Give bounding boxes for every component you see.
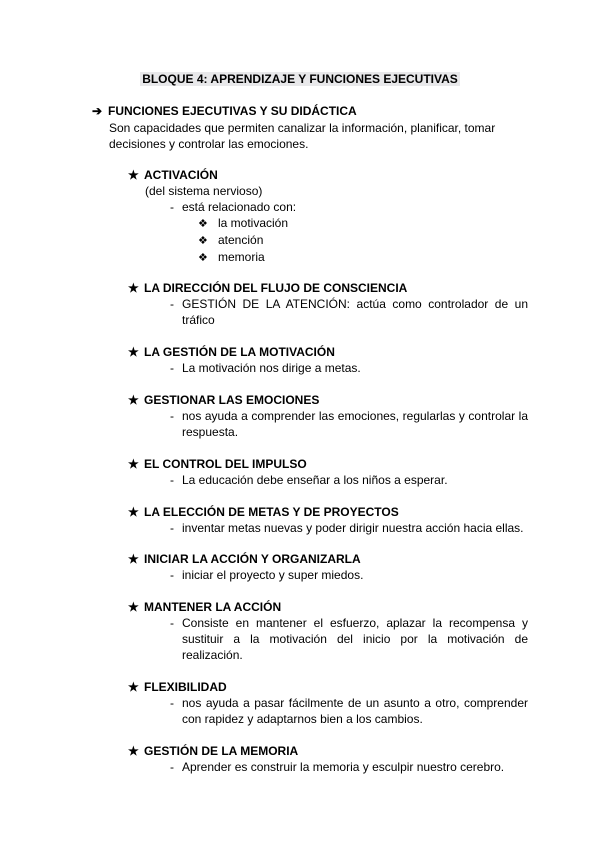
bullet-item: - nos ayuda a pasar fácilmente de un asunto a otro, comprender con rapidez y adaptarnos bien a los cambios. [128,695,528,727]
dash-icon: - [170,361,174,375]
page-title-text: BLOQUE 4: APRENDIZAJE Y FUNCIONES EJECUTIVAS [142,72,458,86]
section-iniciar-accion [128,551,528,583]
section-heading: ★ FLEXIBILIDAD [128,680,227,694]
section-gestion-motivacion [128,344,528,376]
dash-icon: - [170,473,174,487]
bullet-item: - nos ayuda a comprender las emociones, regularlas y controlar la respuesta. [128,408,528,440]
dash-icon: - [170,696,174,710]
section-heading: ★ LA GESTIÓN DE LA MOTIVACIÓN [128,345,335,359]
section-flexibilidad [128,679,528,727]
section-heading: ★ MANTENER LA ACCIÓN [128,600,282,614]
list-item: ❖ atención [198,233,264,247]
list-item: ❖ la motivación [198,216,289,230]
diamond-icon: ❖ [198,218,208,230]
sub-list [198,215,528,266]
main-heading-text: FUNCIONES EJECUTIVAS Y SU DIDÁCTICA [108,104,357,118]
bullet-item: - iniciar el proyecto y super miedos. [128,567,528,583]
dash-icon: - [170,297,174,311]
section-heading: ★ GESTIÓN DE LA MEMORIA [128,744,299,758]
star-icon: ★ [128,505,139,519]
star-icon: ★ [128,600,139,614]
star-icon: ★ [128,552,139,566]
section-mantener-accion [128,599,528,663]
star-icon: ★ [128,457,139,471]
dash-icon: - [170,760,174,774]
bullet-item: - La motivación nos dirige a metas. [128,360,528,376]
section-gestionar-emociones [128,392,528,440]
diamond-icon: ❖ [198,235,208,247]
list-item: ❖ memoria [198,250,265,264]
section-subtitle: (del sistema nervioso) [145,184,263,198]
section-heading: ★ GESTIONAR LAS EMOCIONES [128,393,320,407]
star-icon: ★ [128,281,139,295]
dash-icon: - [170,568,174,582]
page-title [0,71,600,87]
star-icon: ★ [128,680,139,694]
section-heading: ★ LA ELECCIÓN DE METAS Y DE PROYECTOS [128,505,399,519]
section-heading: ★ ACTIVACIÓN [128,168,218,182]
main-heading [92,103,357,119]
section-gestion-memoria [128,743,528,775]
dash-icon: - [170,200,174,214]
diamond-icon: ❖ [198,252,208,264]
section-heading: ★ LA DIRECCIÓN DEL FLUJO DE CONSCIENCIA [128,281,408,295]
section-direccion-flujo [128,280,528,328]
bullet-item: - inventar metas nuevas y poder dirigir nuestra acción hacia ellas. [128,520,528,536]
dash-icon: - [170,521,174,535]
bullet-item: - está relacionado con: [128,199,528,215]
star-icon: ★ [128,345,139,359]
dash-icon: - [170,409,174,423]
bullet-item: - La educación debe enseñar a los niños a esperar. [128,472,528,488]
intro-paragraph: Son capacidades que permiten canalizar la información, planificar, tomar decisiones y controlar las emociones. [109,121,496,151]
bullet-item: - GESTIÓN DE LA ATENCIÓN: actúa como controlador de un tráfico [128,296,528,328]
star-icon: ★ [128,393,139,407]
star-icon: ★ [128,168,139,182]
section-heading: ★ EL CONTROL DEL IMPULSO [128,457,307,471]
section-activacion [128,167,528,266]
star-icon: ★ [128,744,139,758]
section-control-impulso [128,456,528,488]
dash-icon: - [170,616,174,630]
bullet-item: - Consiste en mantener el esfuerzo, aplazar la recompensa y sustituir a la motivación del inicio por la motivación de realización. [128,615,528,663]
section-eleccion-metas [128,504,528,536]
bullet-item: - Aprender es construir la memoria y esculpir nuestro cerebro. [128,759,528,775]
section-heading: ★ INICIAR LA ACCIÓN Y ORGANIZARLA [128,552,361,566]
arrow-right-icon: ➔ [92,104,103,118]
